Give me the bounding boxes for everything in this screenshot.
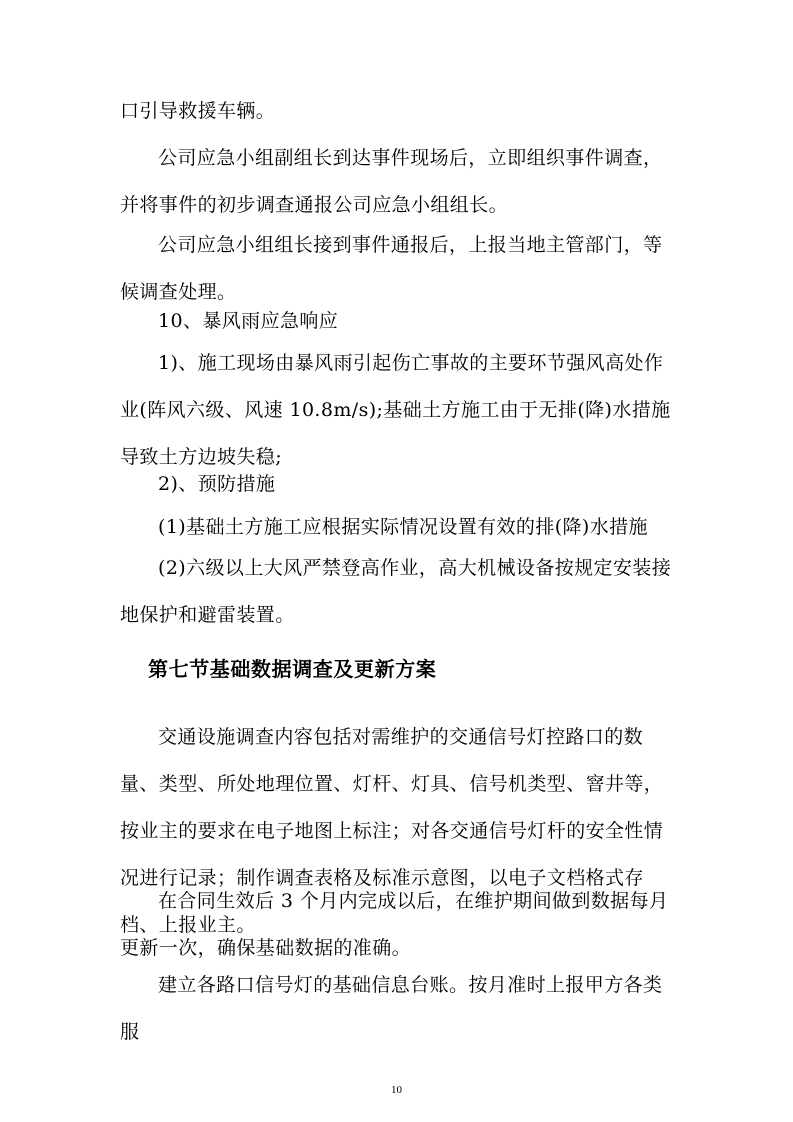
section-title: 第七节基础数据调查及更新方案 <box>148 657 437 681</box>
page-number: 10 <box>391 1084 402 1096</box>
paragraph-survey-content: 交通设施调查内容包括对需维护的交通信号灯控路口的数量、类型、所处地理位置、灯杆、灯具、信号机类型、窨井等，按业主的要求在电子地图上标注；对各交通信号灯杆的安全性情况进行记录；制作调查表格及标准示意图，以电子文档格式存档、上报业主。 <box>120 726 664 936</box>
paragraph-data-update: 在合同生效后 3 个月内完成以后，在维护期间做到数据每月更新一次，确保基础数据的准确。 <box>120 890 669 959</box>
heading-storm-response: 10、暴风雨应急响应 <box>158 310 339 332</box>
list-item-drainage: (1)基础土方施工应根据实际情况设置有效的排(降)水措施 <box>158 516 648 538</box>
paragraph-storm-causes: 1)、施工现场由暴风雨引起伤亡事故的主要环节强风高处作业(阵风六级、风速 10.8m/s);基础土方施工由于无排(降)水措施导致土方边坡失稳; <box>120 352 671 468</box>
paragraph-leader-report: 公司应急小组组长接到事件通报后，上报当地主管部门，等候调查处理。 <box>120 234 663 303</box>
paragraph-ledger: 建立各路口信号灯的基础信息台账。按月准时上报甲方各类服 <box>120 974 663 1043</box>
paragraph-deputy-leader: 公司应急小组副组长到达事件现场后，立即组织事件调查，并将事件的初步调查通报公司应急小组组长。 <box>120 147 663 216</box>
list-item-wind-safety: (2)六级以上大风严禁登高作业，高大机械设备按规定安装接地保护和避雷装置。 <box>120 557 672 626</box>
paragraph-continuation: 口引导救援车辆。 <box>120 100 276 122</box>
heading-preventive-measures: 2)、预防措施 <box>158 473 276 495</box>
